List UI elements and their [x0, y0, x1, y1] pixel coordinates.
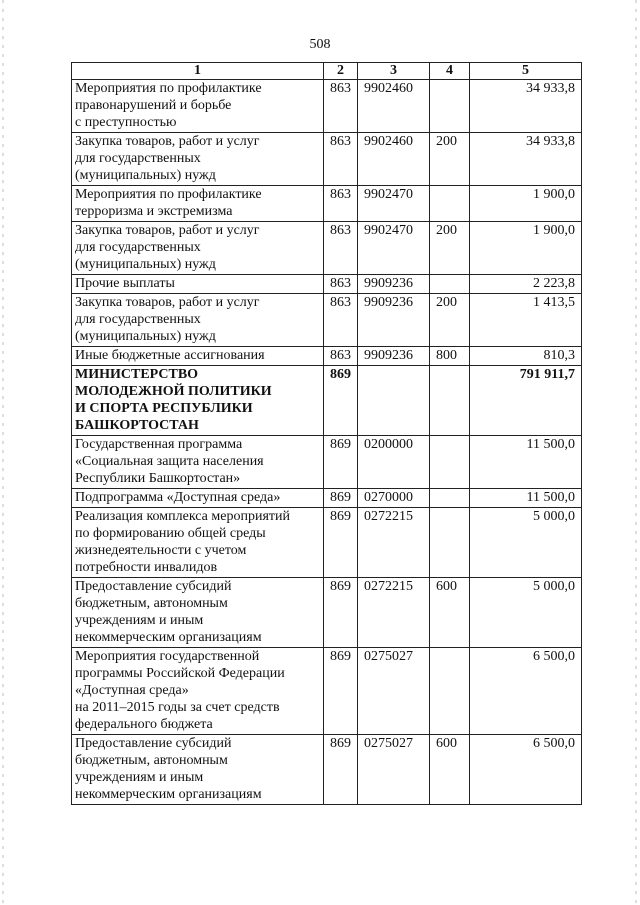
row-name: [72, 80, 324, 133]
row-ministry-code: 869: [324, 436, 358, 489]
row-name-line: «Доступная среда»: [75, 683, 189, 698]
row-name-line: на 2011–2015 годы за счет средств: [75, 700, 280, 715]
row-article-code: 0272215: [358, 578, 430, 648]
row-name-line: И СПОРТА РЕСПУБЛИКИ: [75, 401, 253, 416]
row-name-line: федерального бюджета: [75, 717, 213, 732]
row-article-code: 0272215: [358, 508, 430, 578]
row-ministry-code: 869: [324, 578, 358, 648]
table-row: [72, 80, 582, 133]
row-name-line: Реализация комплекса мероприятий: [75, 509, 290, 524]
row-article-code: 0275027: [358, 735, 430, 805]
row-name-line: Мероприятия государственной: [75, 649, 260, 664]
table-row: [72, 294, 582, 347]
row-ministry-code: 869: [324, 489, 358, 508]
row-name-line: для государственных: [75, 312, 201, 327]
row-expense-type: [430, 436, 470, 489]
row-ministry-code: 863: [324, 294, 358, 347]
header-col-5: 5: [470, 63, 582, 80]
row-name-line: Иные бюджетные ассигнования: [75, 348, 265, 363]
row-name: [72, 294, 324, 347]
row-amount: 2 223,8: [470, 275, 582, 294]
row-name: [72, 578, 324, 648]
row-name-line: Закупка товаров, работ и услуг: [75, 295, 260, 310]
row-name-line: Закупка товаров, работ и услуг: [75, 223, 260, 238]
row-name-line: (муниципальных) нужд: [75, 329, 216, 344]
header-row: [72, 63, 582, 80]
table-header: [72, 63, 582, 80]
row-name: [72, 186, 324, 222]
row-name-line: по формированию общей среды: [75, 526, 266, 541]
table-row: [72, 222, 582, 275]
row-name-line: терроризма и экстремизма: [75, 204, 233, 219]
row-ministry-code: 863: [324, 186, 358, 222]
row-amount: 6 500,0: [470, 648, 582, 735]
row-article-code: 9909236: [358, 294, 430, 347]
row-ministry-code: 863: [324, 222, 358, 275]
row-ministry-code: 863: [324, 80, 358, 133]
table-row: [72, 186, 582, 222]
row-amount: 5 000,0: [470, 578, 582, 648]
row-name-line: Государственная программа: [75, 437, 243, 452]
row-amount: 791 911,7: [470, 366, 582, 436]
row-name-line: для государственных: [75, 240, 201, 255]
row-amount: 1 413,5: [470, 294, 582, 347]
row-name-line: некоммерческим организациям: [75, 787, 262, 802]
row-name-line: (муниципальных) нужд: [75, 168, 216, 183]
row-expense-type: [430, 275, 470, 294]
row-name-line: учреждениям и иным: [75, 613, 204, 628]
row-expense-type: [430, 489, 470, 508]
row-name-line: МОЛОДЕЖНОЙ ПОЛИТИКИ: [75, 384, 272, 399]
row-amount: 34 933,8: [470, 133, 582, 186]
row-ministry-code: 869: [324, 366, 358, 436]
row-ministry-code: 869: [324, 508, 358, 578]
row-article-code: [358, 366, 430, 436]
row-name-line: жизнедеятельности с учетом: [75, 543, 247, 558]
table-row: [72, 578, 582, 648]
row-article-code: 9902470: [358, 186, 430, 222]
row-expense-type: 200: [430, 294, 470, 347]
row-name: [72, 275, 324, 294]
row-article-code: 0270000: [358, 489, 430, 508]
row-ministry-code: 863: [324, 347, 358, 366]
row-name-line: БАШКОРТОСТАН: [75, 418, 199, 433]
row-name: [72, 489, 324, 508]
row-expense-type: [430, 508, 470, 578]
header-col-3: 3: [358, 63, 430, 80]
row-amount: 34 933,8: [470, 80, 582, 133]
row-article-code: 0275027: [358, 648, 430, 735]
row-article-code: 0200000: [358, 436, 430, 489]
row-name-line: Прочие выплаты: [75, 276, 175, 291]
row-name: [72, 133, 324, 186]
row-amount: 1 900,0: [470, 222, 582, 275]
row-article-code: 9902470: [358, 222, 430, 275]
row-name-line: Республики Башкортостан»: [75, 471, 241, 486]
row-name-line: Подпрограмма «Доступная среда»: [75, 490, 281, 505]
table-row: [72, 508, 582, 578]
row-ministry-code: 869: [324, 648, 358, 735]
table-row: [72, 735, 582, 805]
row-name-line: потребности инвалидов: [75, 560, 218, 575]
row-expense-type: 600: [430, 735, 470, 805]
row-expense-type: 600: [430, 578, 470, 648]
row-name-line: с преступностью: [75, 115, 177, 130]
table-body: [72, 80, 582, 805]
table-row: [72, 366, 582, 436]
row-article-code: 9902460: [358, 80, 430, 133]
table-row: [72, 648, 582, 735]
row-name: [72, 735, 324, 805]
scan-edge-left: [2, 0, 4, 905]
row-name: [72, 222, 324, 275]
row-name-line: Закупка товаров, работ и услуг: [75, 134, 260, 149]
row-name: [72, 508, 324, 578]
table-row: [72, 347, 582, 366]
row-name-line: Предоставление субсидий: [75, 736, 232, 751]
row-name-line: МИНИСТЕРСТВО: [75, 367, 199, 382]
header-col-4: 4: [430, 63, 470, 80]
row-name-line: (муниципальных) нужд: [75, 257, 216, 272]
row-amount: 1 900,0: [470, 186, 582, 222]
row-amount: 11 500,0: [470, 489, 582, 508]
row-name-line: бюджетным, автономным: [75, 596, 228, 611]
row-ministry-code: 863: [324, 133, 358, 186]
row-name: [72, 436, 324, 489]
row-amount: 6 500,0: [470, 735, 582, 805]
row-ministry-code: 863: [324, 275, 358, 294]
row-name-line: Мероприятия по профилактике: [75, 81, 262, 96]
header-col-2: 2: [324, 63, 358, 80]
row-expense-type: [430, 648, 470, 735]
table-row: [72, 275, 582, 294]
row-name-line: бюджетным, автономным: [75, 753, 228, 768]
row-name-line: правонарушений и борьбе: [75, 98, 232, 113]
table-row: [72, 489, 582, 508]
page-number: 508: [309, 37, 331, 52]
row-expense-type: [430, 80, 470, 133]
row-name-line: «Социальная защита населения: [75, 454, 264, 469]
row-amount: 11 500,0: [470, 436, 582, 489]
row-ministry-code: 869: [324, 735, 358, 805]
row-name: [72, 648, 324, 735]
row-name-line: программы Российской Федерации: [75, 666, 285, 681]
row-expense-type: 200: [430, 222, 470, 275]
row-article-code: 9902460: [358, 133, 430, 186]
scan-edge-right: [635, 0, 637, 905]
row-amount: 810,3: [470, 347, 582, 366]
row-amount: 5 000,0: [470, 508, 582, 578]
row-article-code: 9909236: [358, 275, 430, 294]
row-name-line: учреждениям и иным: [75, 770, 204, 785]
row-expense-type: 200: [430, 133, 470, 186]
row-article-code: 9909236: [358, 347, 430, 366]
row-expense-type: 800: [430, 347, 470, 366]
row-name-line: Мероприятия по профилактике: [75, 187, 262, 202]
header-col-1: 1: [72, 63, 324, 80]
row-expense-type: [430, 186, 470, 222]
row-name-line: Предоставление субсидий: [75, 579, 232, 594]
table-row: [72, 133, 582, 186]
row-name: [72, 347, 324, 366]
table-row: [72, 436, 582, 489]
row-name-line: некоммерческим организациям: [75, 630, 262, 645]
budget-table: [71, 62, 582, 805]
row-name-line: для государственных: [75, 151, 201, 166]
row-name: [72, 366, 324, 436]
row-expense-type: [430, 366, 470, 436]
